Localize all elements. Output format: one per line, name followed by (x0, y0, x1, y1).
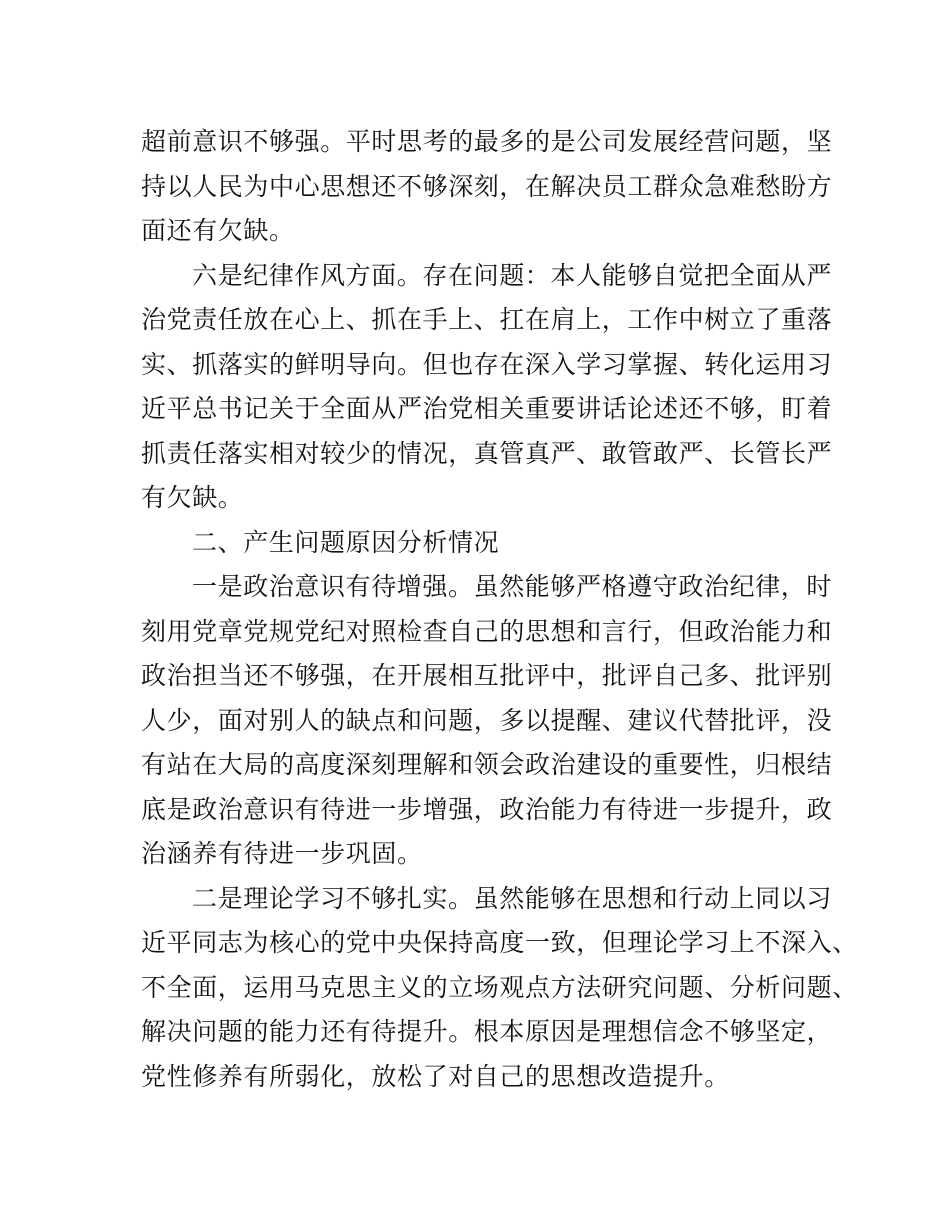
text-line: 有站在大局的高度深刻理解和领会政治建设的重要性，归根结 (141, 750, 833, 779)
paragraph-start-line: 六是纪律作风方面。存在问题：本人能够自觉把全面从严 (192, 260, 833, 290)
paragraph-start-line: 二是理论学习不够扎实。虽然能够在思想和行动上同以习 (192, 883, 833, 913)
text-line: 治党责任放在心上、抓在手上、扛在肩上，工作中树立了重落 (141, 305, 833, 334)
paragraph-start-line: 一是政治意识有待增强。虽然能够严格遵守政治纪律，时 (192, 572, 833, 601)
text-line: 实、抓落实的鲜明导向。但也存在深入学习掌握、转化运用习 (141, 349, 833, 379)
text-line: 不全面，运用马克思主义的立场观点方法研究问题、分析问题、 (141, 972, 858, 1002)
text-line: 人少，面对别人的缺点和问题，多以提醒、建议代替批评，没 (141, 705, 833, 735)
text-line: 政治担当还不够强，在开展相互批评中，批评自己多、批评别 (141, 661, 833, 690)
text-line: 有欠缺。 (141, 483, 244, 512)
text-line: 面还有欠缺。 (141, 216, 295, 245)
text-line: 近平总书记关于全面从严治党相关重要讲话论述还不够，盯着 (141, 394, 833, 423)
text-line: 超前意识不够强。平时思考的最多的是公司发展经营问题，坚 (141, 127, 833, 156)
text-line: 解决问题的能力还有待提升。根本原因是理想信念不够坚定， (141, 1017, 833, 1046)
text-line: 党性修养有所弱化，放松了对自己的思想改造提升。 (141, 1061, 730, 1091)
text-line: 近平同志为核心的党中央保持高度一致，但理论学习上不深入、 (141, 928, 858, 957)
section-heading: 二、产生问题原因分析情况 (192, 527, 500, 557)
text-line: 刻用党章党规党纪对照检查自己的思想和言行，但政治能力和 (141, 616, 833, 646)
text-line: 抓责任落实相对较少的情况，真管真严、敢管敢严、长管长严 (141, 438, 833, 468)
text-line: 底是政治意识有待进一步增强，政治能力有待进一步提升，政 (141, 794, 833, 824)
text-line: 治涵养有待进一步巩固。 (141, 839, 423, 868)
document-body (141, 120, 858, 1099)
text-line: 持以人民为中心思想还不够深刻，在解决员工群众急难愁盼方 (141, 171, 833, 201)
